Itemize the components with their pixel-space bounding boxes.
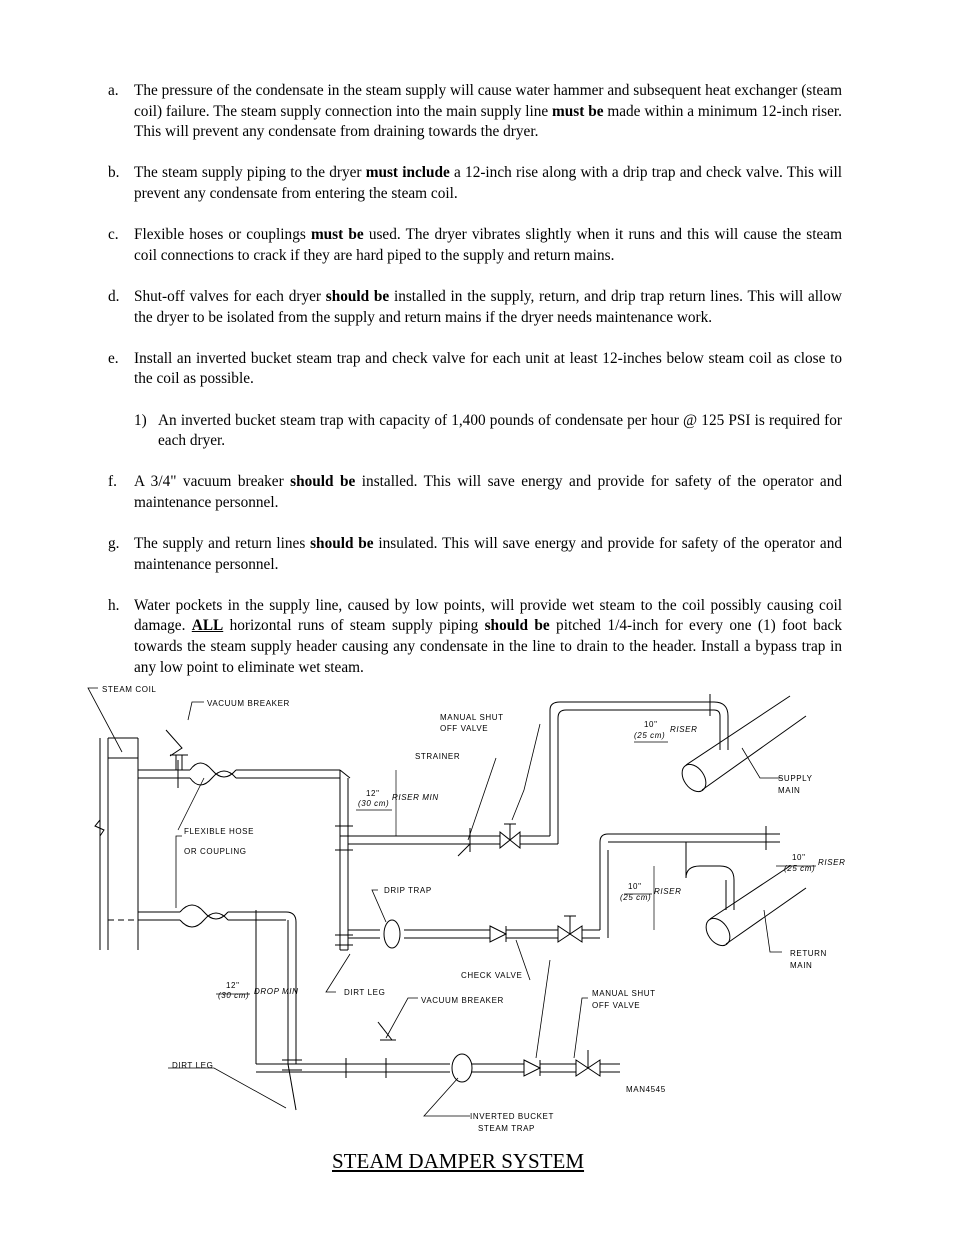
label-return-main-2: MAIN bbox=[790, 961, 813, 970]
dim-riser-return-a-bottom: (25 cm) bbox=[620, 893, 652, 902]
list-marker: d. bbox=[108, 287, 120, 305]
dimension-lines bbox=[216, 742, 816, 994]
list-text bbox=[134, 225, 842, 266]
diagram-caption: STEAM DAMPER SYSTEM bbox=[332, 1149, 585, 1173]
dim-riser-return-a-top: 10" bbox=[628, 882, 642, 891]
label-flexible-hose-1: FLEXIBLE HOSE bbox=[184, 827, 255, 836]
emphasis-text bbox=[192, 617, 223, 634]
list-item bbox=[108, 534, 842, 575]
dim-riser-supply-top: 10" bbox=[644, 720, 658, 729]
dim-riser-return-b-top: 10" bbox=[792, 853, 806, 862]
list-marker: g. bbox=[108, 535, 120, 553]
text-run: insulated. This will save energy and provide for safety of the operator and maintenance personnel. bbox=[134, 535, 842, 573]
sub-list-marker: 1) bbox=[134, 411, 147, 429]
emphasis-text: should be bbox=[310, 535, 374, 553]
label-dirt-leg-mid: DIRT LEG bbox=[344, 988, 386, 997]
list-marker: c. bbox=[108, 226, 119, 244]
label-inverted-bucket-2: STEAM TRAP bbox=[478, 1124, 535, 1133]
text-run: Shut-off valves for each dryer bbox=[134, 287, 326, 305]
vacuum-breaker-top bbox=[166, 730, 188, 770]
label-drip-trap: DRIP TRAP bbox=[384, 886, 432, 895]
list-marker: b. bbox=[108, 164, 120, 182]
dim-riser-return-b-label: RISER bbox=[818, 858, 846, 867]
dim-drop-min-bottom: (30 cm) bbox=[218, 991, 250, 1000]
return-pipe bbox=[138, 826, 780, 1110]
dim-riser-min-top: 12" bbox=[366, 789, 380, 798]
emphasis-text: should be bbox=[484, 617, 550, 635]
label-return-main-1: RETURN bbox=[790, 949, 827, 958]
text-run: The pressure of the condensate in the steam supply will cause water hammer and subsequent heat exchanger (steam coil) failure. The steam supply connection into the main supply line bbox=[134, 82, 842, 120]
dim-drop-min-top: 12" bbox=[226, 981, 240, 990]
text-run: horizontal runs of steam supply piping bbox=[223, 617, 485, 635]
dim-riser-return-b-bottom: (25 cm) bbox=[784, 864, 816, 873]
text-run: Install an inverted bucket steam trap and check valve for each unit at least 12-inches below steam coil as close to the coil as possible. bbox=[134, 349, 842, 388]
text-run: A 3/4" vacuum breaker bbox=[134, 473, 291, 491]
dim-riser-supply-label: RISER bbox=[670, 725, 698, 734]
dim-riser-min-label: RISER MIN bbox=[392, 793, 439, 802]
return-main bbox=[701, 866, 806, 950]
text-run: installed in the supply, return, and drip trap return lines. This will allow the dryer to be isolated from the supply and return mains if the dryer needs maintenance work. bbox=[134, 287, 842, 326]
text-run: Water pockets in the supply line, caused by low points, will provide wet steam to the coil possibly causing coil damage. bbox=[134, 596, 842, 635]
sub-list-item bbox=[134, 411, 842, 452]
list-marker: h. bbox=[108, 596, 120, 614]
label-inverted-bucket-1: INVERTED BUCKET bbox=[470, 1112, 554, 1121]
label-manual-shut-top-1: MANUAL SHUT bbox=[440, 713, 504, 722]
instruction-list bbox=[108, 81, 842, 699]
list-marker: a. bbox=[108, 82, 119, 99]
text-run: installed. This will save energy and provide for safety of the operator and maintenance personnel. bbox=[134, 473, 843, 511]
label-vacuum-breaker-top: VACUUM BREAKER bbox=[207, 699, 290, 708]
dim-riser-min-bottom: (30 cm) bbox=[358, 799, 390, 808]
list-text bbox=[134, 472, 842, 513]
emphasis-text: must be bbox=[552, 102, 604, 120]
manual-shut-off-valve-top bbox=[500, 694, 728, 848]
emphasis-text: must include bbox=[365, 164, 450, 182]
label-manual-shut-top-2: OFF VALVE bbox=[440, 724, 489, 733]
trap-line bbox=[256, 1022, 620, 1082]
list-text bbox=[134, 596, 842, 678]
list-text bbox=[134, 163, 842, 204]
list-item bbox=[108, 287, 842, 328]
text-run: The supply and return lines bbox=[134, 535, 311, 553]
emphasis-text: should be bbox=[290, 473, 356, 491]
label-manual-shut-low-1: MANUAL SHUT bbox=[592, 989, 656, 998]
emphasis-text: should be bbox=[325, 287, 390, 305]
list-text bbox=[134, 287, 842, 328]
text-run: made within a minimum 12-inch riser. This will prevent any condensate from draining towards the dryer. bbox=[134, 102, 842, 141]
dim-riser-return-a-label: RISER bbox=[654, 887, 682, 896]
label-strainer: STRAINER bbox=[415, 752, 461, 761]
label-supply-main-1: SUPPLY bbox=[778, 774, 813, 783]
text-run: a 12-inch rise along with a drip trap and check valve. This will prevent any condensate from entering the steam coil. bbox=[134, 164, 842, 202]
label-check-valve: CHECK VALVE bbox=[461, 971, 523, 980]
emphasis-text: must be bbox=[310, 226, 364, 244]
label-flexible-hose-2: OR COUPLING bbox=[184, 847, 247, 856]
dim-drop-min-label: DROP MIN bbox=[254, 987, 299, 996]
sub-list-text: An inverted bucket steam trap with capacity of 1,400 pounds of condensate per hour @ 125 PSI is required for each dryer. bbox=[158, 411, 842, 450]
label-steam-coil: STEAM COIL bbox=[102, 685, 157, 694]
list-item bbox=[108, 349, 842, 390]
text-run: Flexible hoses or couplings bbox=[134, 226, 311, 244]
list-text bbox=[134, 534, 842, 575]
text-run: pitched 1/4-inch for every one (1) foot back towards the steam supply header causing any condensate in the line to drain to the header. Install a bypass trap in any low point to eliminate wet steam. bbox=[134, 617, 842, 676]
list-marker: f. bbox=[108, 473, 117, 491]
steam-damper-diagram bbox=[0, 676, 954, 1141]
drawing-number: MAN4545 bbox=[626, 1085, 666, 1094]
list-item bbox=[108, 225, 842, 266]
list-item bbox=[108, 163, 842, 204]
text-run: used. The dryer vibrates slightly when it runs and this will cause the steam coil connections to crack if they are hard piped to the supply and return mains. bbox=[134, 226, 842, 264]
dim-riser-supply-bottom: (25 cm) bbox=[634, 731, 666, 740]
list-text bbox=[134, 349, 842, 390]
list-text bbox=[134, 81, 842, 143]
label-manual-shut-low-2: OFF VALVE bbox=[592, 1001, 641, 1010]
emphasis-text: ALL bbox=[191, 617, 224, 635]
label-vacuum-breaker-low: VACUUM BREAKER bbox=[421, 996, 504, 1005]
label-dirt-leg-left: DIRT LEG bbox=[172, 1061, 214, 1070]
list-item bbox=[108, 81, 842, 143]
list-marker: e. bbox=[108, 349, 119, 367]
label-supply-main-2: MAIN bbox=[778, 786, 801, 795]
list-item bbox=[108, 472, 842, 513]
list-item bbox=[108, 596, 842, 678]
steam-coil bbox=[95, 738, 138, 950]
text-run: The steam supply piping to the dryer bbox=[134, 164, 366, 182]
